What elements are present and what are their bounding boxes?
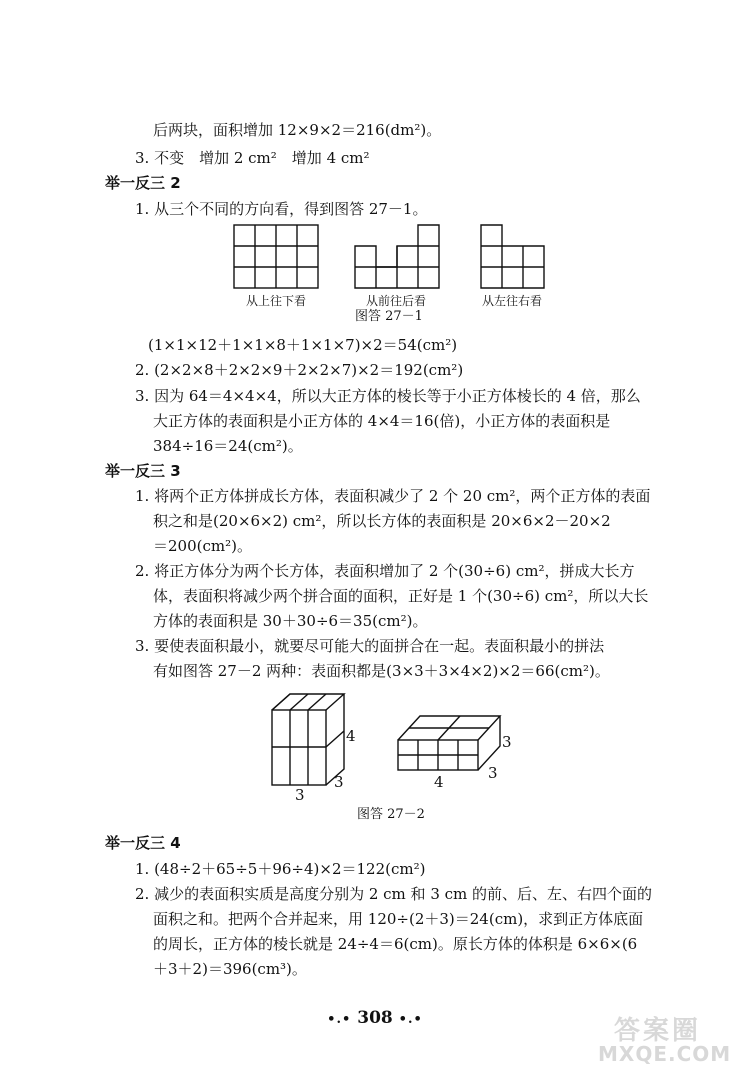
watermark-logo: [598, 1010, 738, 1068]
dimension-label: 3: [488, 764, 498, 782]
text-line: 1. 从三个不同的方向看，得到图答 27－1。: [135, 200, 428, 218]
text-line: 1. 将两个正方体拼成长方体，表面积减少了 2 个 20 cm²，两个正方体的表面: [135, 487, 651, 505]
text-line: 2. (2×2×8＋2×2×9＋2×2×7)×2＝192(cm²): [135, 361, 464, 379]
text-line: 面积之和。把两个合并起来，用 120÷(2＋3)＝24(cm)，求到正方体底面: [153, 910, 644, 928]
text-line: 3. 不变 增加 2 cm² 增加 4 cm²: [135, 149, 370, 167]
dimension-label: 4: [346, 727, 356, 745]
figure-caption: 图答 27－2: [357, 807, 425, 822]
text-line: 积之和是(20×6×2) cm²，所以长方体的表面积是 20×6×2－20×2: [153, 512, 611, 530]
text-line: ＋3＋2)＝396(cm³)。: [153, 960, 307, 978]
page-number-value: 308: [357, 1008, 393, 1028]
text-line: 3. 要使表面积最小，就要尽可能大的面拼合在一起。表面积最小的拼法: [135, 637, 605, 655]
decor-dots: •.•: [398, 1012, 423, 1027]
dimension-label: 3: [295, 786, 305, 804]
dimension-label: 3: [334, 773, 344, 791]
decor-dots: •.•: [327, 1012, 352, 1027]
text-line: 的周长，正方体的棱长就是 24÷4＝6(cm)。原长方体的体积是 6×6×(6: [153, 935, 638, 953]
text-line: 体，表面积将减少两个拼合面的面积，正好是 1 个(30÷6) cm²，所以大长: [153, 587, 649, 605]
dimension-label: 3: [502, 733, 512, 751]
lying-prism: [398, 716, 500, 770]
text-line: 大正方体的表面积是小正方体的 4×4＝16(倍)，小正方体的表面积是: [153, 412, 611, 430]
text-line: 1. (48÷2＋65÷5＋96÷4)×2＝122(cm²): [135, 860, 426, 878]
text-line: 2. 将正方体分为两个长方体，表面积增加了 2 个(30÷6) cm²，拼成大长方: [135, 562, 635, 580]
section-heading: 举一反三 3: [105, 462, 181, 480]
caption-front-view: 从前往后看: [366, 294, 427, 308]
text-line: 3. 因为 64＝4×4×4，所以大正方体的棱长等于小正方体棱长的 4 倍，那么: [135, 387, 641, 405]
text-line: 有如图答 27－2 两种：表面积都是(3×3＋3×4×2)×2＝66(cm²)。: [153, 662, 610, 680]
caption-top-view: 从上往下看: [246, 294, 307, 308]
figure-caption: 图答 27－1: [355, 309, 423, 324]
text-line: 2. 减少的表面积实质是高度分别为 2 cm 和 3 cm 的前、后、左、右四个面的: [135, 885, 653, 903]
watermark-url: MXQE.COM: [598, 1042, 732, 1066]
watermark-text: 答案圈: [614, 1016, 702, 1046]
caption-left-view: 从左往右看: [482, 294, 543, 308]
text-line: 方体的表面积是 30＋30÷6＝35(cm²)。: [153, 612, 428, 630]
dimension-label: 4: [434, 773, 444, 791]
text-line: 后两块，面积增加 12×9×2＝216(dm²)。: [153, 121, 442, 139]
section-heading: 举一反三 2: [105, 174, 181, 192]
text-line: (1×1×12＋1×1×8＋1×1×7)×2＝54(cm²): [148, 336, 458, 354]
text-line: 384÷16＝24(cm²)。: [153, 437, 303, 455]
text-line: ＝200(cm²)。: [153, 537, 252, 555]
section-heading: 举一反三 4: [105, 834, 181, 852]
